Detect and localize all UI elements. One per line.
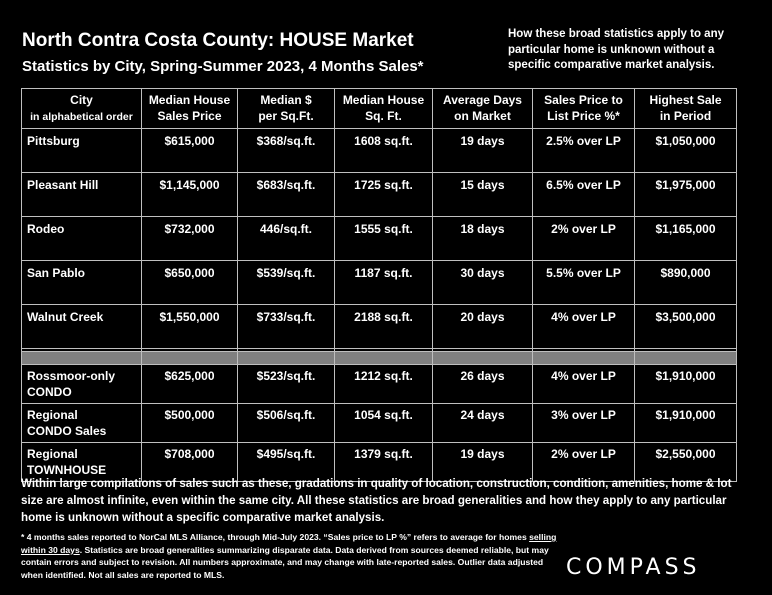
cell-ppsf: $733/sq.ft. — [238, 305, 335, 349]
column-header-price: Median House Sales Price — [142, 89, 238, 129]
cell-price: $615,000 — [142, 129, 238, 173]
top-note: How these broad statistics apply to any particular home is unknown without a specific comparative market analysis. — [508, 28, 724, 71]
cell-price: $500,000 — [142, 404, 238, 443]
column-header-days: Average Days on Market — [433, 89, 533, 129]
cell-days: 30 days — [433, 261, 533, 305]
cell-highest: $2,550,000 — [635, 443, 737, 482]
table-row — [22, 129, 737, 173]
table-row — [22, 404, 737, 443]
cell-city: Pleasant Hill — [22, 173, 142, 217]
table-separator-row — [22, 352, 737, 365]
cell-sp-lp: 2.5% over LP — [533, 129, 635, 173]
cell-ppsf: $495/sq.ft. — [238, 443, 335, 482]
cell-highest: $1,910,000 — [635, 365, 737, 404]
cell-days: 24 days — [433, 404, 533, 443]
cell-city: Rossmoor-only CONDO — [22, 365, 142, 404]
cell-price: $1,550,000 — [142, 305, 238, 349]
cell-sqft: 1725 sq.ft. — [335, 173, 433, 217]
cell-sqft: 1608 sq.ft. — [335, 129, 433, 173]
footnote: * 4 months sales reported to NorCal MLS Alliance, through Mid-July 2023. “Sales price to LP %” refers to average for homes selling within 30 days. Statistics are broad generalities summarizing disparate data. Data derived from sources deemed reliable, but may contain errors and subject to revision. All numbers approximate, and may change with late-reported sales. Outlier data adjusted when identified. Not all sales are reported to MLS. — [21, 532, 557, 581]
cell-city: Walnut Creek — [22, 305, 142, 349]
cell-price: $650,000 — [142, 261, 238, 305]
cell-sqft: 1555 sq.ft. — [335, 217, 433, 261]
cell-price: $708,000 — [142, 443, 238, 482]
disclaimer-text: Within large compilations of sales such as these, gradations in quality of location, construction, condition, amenities, home & lot size are almost infinite, even within the same city. All these statistics are broad generalities and how they apply to any particular home is unknown without a specific comparative market analysis. — [21, 477, 732, 524]
cell-ppsf: $539/sq.ft. — [238, 261, 335, 305]
cell-price: $625,000 — [142, 365, 238, 404]
page-subtitle: Statistics by City, Spring-Summer 2023, 4 Months Sales* — [22, 58, 424, 75]
cell-price: $1,145,000 — [142, 173, 238, 217]
compass-logo: COMPASS — [566, 555, 701, 580]
stats-table — [21, 88, 737, 482]
table-row — [22, 173, 737, 217]
cell-city: Pittsburg — [22, 129, 142, 173]
table-row — [22, 365, 737, 404]
cell-days: 19 days — [433, 129, 533, 173]
cell-sqft: 1379 sq.ft. — [335, 443, 433, 482]
column-header-city: City in alphabetical order — [22, 89, 142, 129]
column-header-highest: Highest Sale in Period — [635, 89, 737, 129]
cell-highest: $1,050,000 — [635, 129, 737, 173]
cell-city: Regional CONDO Sales — [22, 404, 142, 443]
cell-sqft: 2188 sq.ft. — [335, 305, 433, 349]
cell-sp-lp: 2% over LP — [533, 217, 635, 261]
cell-city: Regional TOWNHOUSE — [22, 443, 142, 482]
cell-highest: $1,165,000 — [635, 217, 737, 261]
cell-ppsf: $683/sq.ft. — [238, 173, 335, 217]
cell-highest: $1,975,000 — [635, 173, 737, 217]
cell-sp-lp: 2% over LP — [533, 443, 635, 482]
cell-city: Rodeo — [22, 217, 142, 261]
cell-days: 19 days — [433, 443, 533, 482]
cell-price: $732,000 — [142, 217, 238, 261]
table-row — [22, 305, 737, 349]
table-row — [22, 217, 737, 261]
cell-ppsf: $506/sq.ft. — [238, 404, 335, 443]
column-header-sqft: Median House Sq. Ft. — [335, 89, 433, 129]
cell-sqft: 1054 sq.ft. — [335, 404, 433, 443]
cell-ppsf: $368/sq.ft. — [238, 129, 335, 173]
cell-sp-lp: 4% over LP — [533, 365, 635, 404]
cell-sp-lp: 4% over LP — [533, 305, 635, 349]
cell-days: 18 days — [433, 217, 533, 261]
table-row — [22, 261, 737, 305]
cell-days: 20 days — [433, 305, 533, 349]
cell-days: 15 days — [433, 173, 533, 217]
column-header-sp-lp: Sales Price to List Price %* — [533, 89, 635, 129]
cell-sqft: 1187 sq.ft. — [335, 261, 433, 305]
cell-highest: $3,500,000 — [635, 305, 737, 349]
column-header-ppsf: Median $ per Sq.Ft. — [238, 89, 335, 129]
cell-city: San Pablo — [22, 261, 142, 305]
cell-ppsf: 446/sq.ft. — [238, 217, 335, 261]
cell-days: 26 days — [433, 365, 533, 404]
cell-sqft: 1212 sq.ft. — [335, 365, 433, 404]
page-title: North Contra Costa County: HOUSE Market — [22, 30, 414, 51]
cell-sp-lp: 6.5% over LP — [533, 173, 635, 217]
cell-highest: $1,910,000 — [635, 404, 737, 443]
cell-sp-lp: 5.5% over LP — [533, 261, 635, 305]
cell-ppsf: $523/sq.ft. — [238, 365, 335, 404]
header-row — [22, 89, 737, 129]
cell-sp-lp: 3% over LP — [533, 404, 635, 443]
cell-highest: $890,000 — [635, 261, 737, 305]
